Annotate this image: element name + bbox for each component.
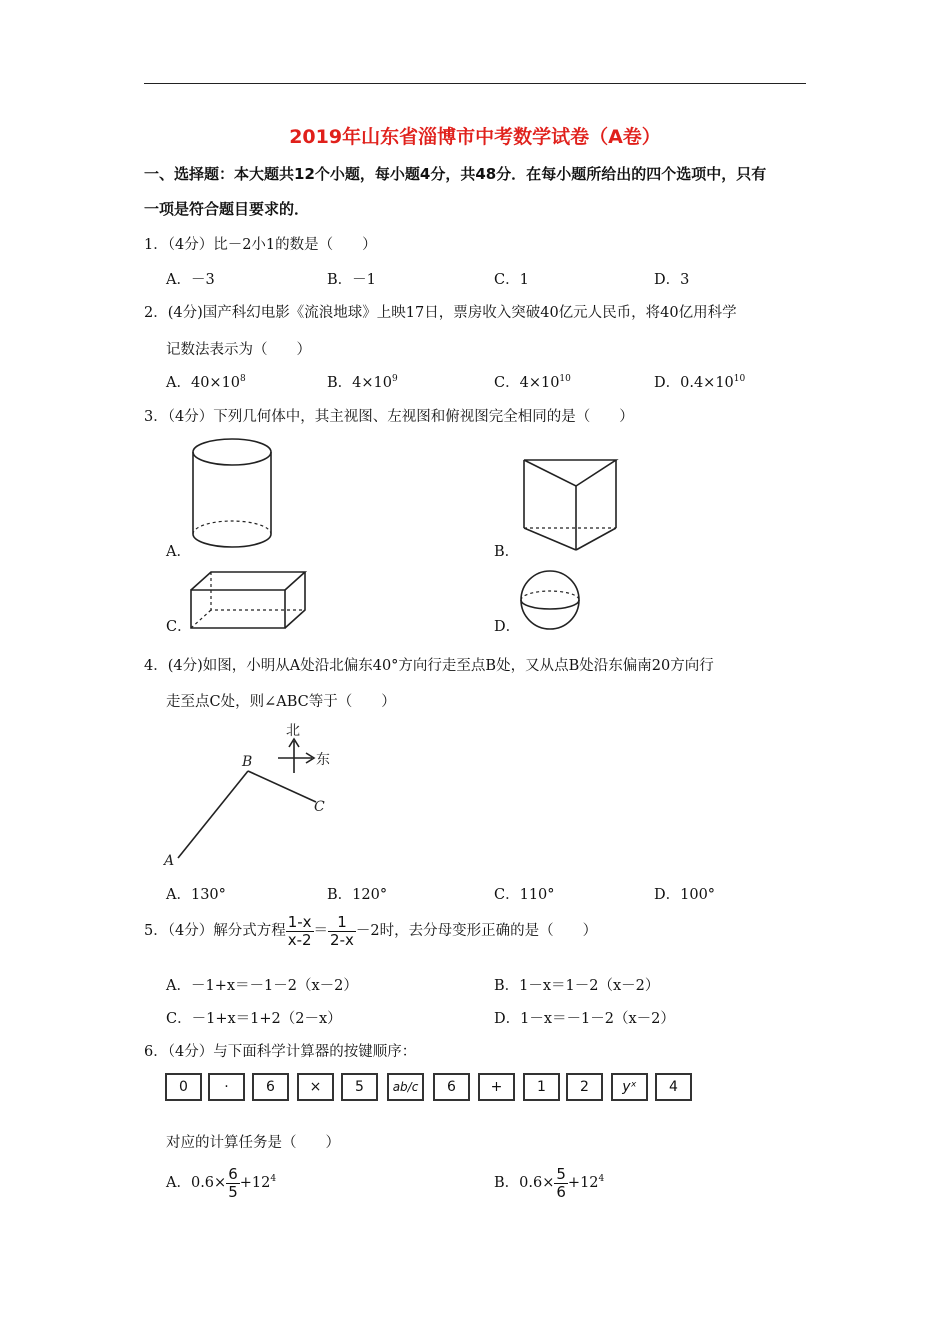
question-5-option-b: B．1－x＝1－2（x－2） xyxy=(494,978,660,994)
question-5-option-c: C．－1+x＝1+2（2－x） xyxy=(166,1011,342,1027)
question-5-option-d: D．1－x＝－1－2（x－2） xyxy=(494,1011,675,1027)
calc-key-6b: 6 xyxy=(433,1073,470,1101)
calc-key-1: 1 xyxy=(523,1073,560,1101)
question-3-label-c: C． xyxy=(166,619,192,635)
question-4-option-b: B．120° xyxy=(327,887,388,903)
calc-key-dot: · xyxy=(208,1073,245,1101)
sphere-figure xyxy=(518,568,584,632)
page-title: 2019年山东省淄博市中考数学试卷（A卷） xyxy=(289,126,661,148)
cylinder-figure xyxy=(190,436,276,554)
question-3-label-d: D． xyxy=(494,619,521,635)
triangular-prism-figure xyxy=(520,456,622,554)
calc-key-0: 0 xyxy=(165,1073,202,1101)
north-label: 北 xyxy=(286,723,300,739)
question-2-option-b: B．$4\times 10^9$ xyxy=(327,374,398,391)
question-4-stem-line2: 走至点C处，则∠ABC等于（ ） xyxy=(166,694,396,710)
question-2-option-d: D．$0.4\times 10^{10}$ xyxy=(654,374,746,391)
question-4-option-a: A．130° xyxy=(166,887,226,903)
east-label: 东 xyxy=(316,752,330,768)
question-5-option-a: A．－1+x＝－1－2（x－2） xyxy=(166,978,358,994)
question-4-stem-line1: 4．(4分)如图，小明从A处沿北偏东40°方向行走至点B处，又从点B处沿东偏南20方向行 xyxy=(144,658,714,674)
question-6-option-a: A．0.6× $\frac{6}{5}$ $+12^4$ xyxy=(166,1165,277,1201)
calc-key-5: 5 xyxy=(341,1073,378,1101)
question-2-option-a: A．$40\times 10^8$ xyxy=(166,374,246,391)
question-6-option-b: B．0.6× $\frac{5}{6}$ $+12^4$ xyxy=(494,1165,605,1201)
question-2-option-c: C．$4\times 10^{10}$ xyxy=(494,374,571,391)
question-3-stem: 3．（4分）下列几何体中，其主视图、左视图和俯视图完全相同的是（ ） xyxy=(144,409,634,425)
question-1-option-c: C．1 xyxy=(494,272,529,288)
fraction-1: $\frac{1-x}{x-2}$ xyxy=(287,913,312,949)
section-intro-line1: 一、选择题：本大题共12个小题，每小题4分，共48分．在每小题所给出的四个选项中，只有 xyxy=(144,165,767,183)
question-1-option-a: A．－3 xyxy=(166,272,215,288)
point-b-label: B xyxy=(242,754,253,770)
question-1-option-d: D．3 xyxy=(654,272,690,288)
cuboid-figure xyxy=(187,568,311,634)
question-3-label-a: A． xyxy=(166,544,191,560)
calc-key-power: yˣ xyxy=(611,1073,648,1101)
calc-key-6: 6 xyxy=(252,1073,289,1101)
question-4-option-d: D．100° xyxy=(654,887,716,903)
point-c-label: C xyxy=(314,799,325,815)
question-6-task: 对应的计算任务是（ ） xyxy=(166,1135,340,1151)
point-a-label: A xyxy=(164,853,175,869)
question-5-stem: 5．（4分）解分式方程 $\frac{1-x}{x-2}$ ＝ $\frac{1}{2-x}$ －2时，去分母变形正确的是（ ） xyxy=(144,913,598,949)
question-1-option-b: B．－1 xyxy=(327,272,376,288)
question-2-stem-line1: 2．(4分)国产科幻电影《流浪地球》上映17日，票房收入突破40亿元人民币，将40亿用科学 xyxy=(144,305,737,321)
section-intro-line2: 一项是符合题目要求的． xyxy=(144,200,310,218)
question-3-label-b: B． xyxy=(494,544,520,560)
question-6-stem: 6．（4分）与下面科学计算器的按键顺序： xyxy=(144,1044,417,1060)
calc-key-4: 4 xyxy=(655,1073,692,1101)
calc-key-2: 2 xyxy=(566,1073,603,1101)
calc-key-multiply: × xyxy=(297,1073,334,1101)
header-rule xyxy=(144,83,806,84)
fraction-2: $\frac{1}{2-x}$ xyxy=(330,913,354,949)
calc-key-fraction: ab/c xyxy=(387,1073,424,1101)
question-1-stem: 1．（4分）比－2小1的数是（ ） xyxy=(144,237,377,253)
question-4-option-c: C．110° xyxy=(494,887,555,903)
direction-diagram xyxy=(160,715,350,870)
calc-key-plus: + xyxy=(478,1073,515,1101)
question-2-stem-line2: 记数法表示为（ ） xyxy=(166,342,311,358)
